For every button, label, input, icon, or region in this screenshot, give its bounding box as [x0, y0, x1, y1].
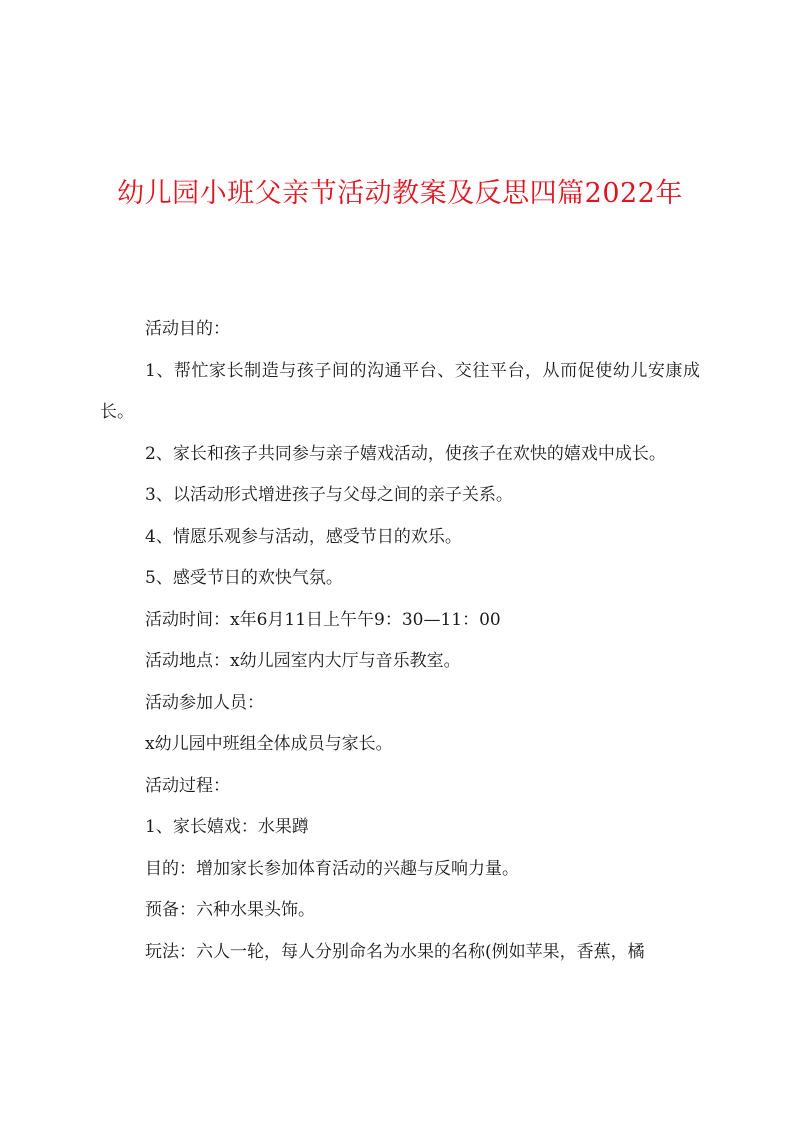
paragraph: 预备：六种水果头饰。: [145, 900, 315, 920]
paragraph: 2、家长和孩子共同参与亲子嬉戏活动，使孩子在欢快的嬉戏中成长。: [145, 443, 666, 464]
paragraph: 活动时间：x年6月11日上午午9：30—11：00: [145, 609, 501, 630]
paragraph: 活动地点：x幼儿园室内大厅与音乐教室。: [145, 651, 461, 671]
paragraph: x幼儿园中班组全体成员与家长。: [145, 734, 393, 754]
paragraph: 玩法：六人一轮，每人分别命名为水果的名称(例如苹果，香蕉，橘: [145, 941, 645, 962]
paragraph: 1、家长嬉戏：水果蹲: [145, 817, 309, 837]
paragraph: 3、以活动形式增进孩子与父母之间的亲子关系。: [145, 485, 513, 505]
paragraph: 活动过程：: [145, 775, 230, 796]
paragraph: 4、情愿乐观参与活动，感受节日的欢乐。: [145, 526, 462, 547]
document-body: [100, 309, 700, 973]
paragraph: 1、帮忙家长制造与孩子间的沟通平台、交往平台，从而促使幼儿安康成长。: [100, 360, 700, 422]
document-title: 幼儿园小班父亲节活动教案及反思四篇2022年: [117, 178, 683, 209]
paragraph: 5、感受节日的欢快气氛。: [145, 568, 343, 588]
paragraph: 目的：增加家长参加体育活动的兴趣与反响力量。: [145, 858, 519, 879]
paragraph: 活动参加人员：: [145, 692, 264, 713]
paragraph: 活动目的：: [145, 319, 230, 339]
